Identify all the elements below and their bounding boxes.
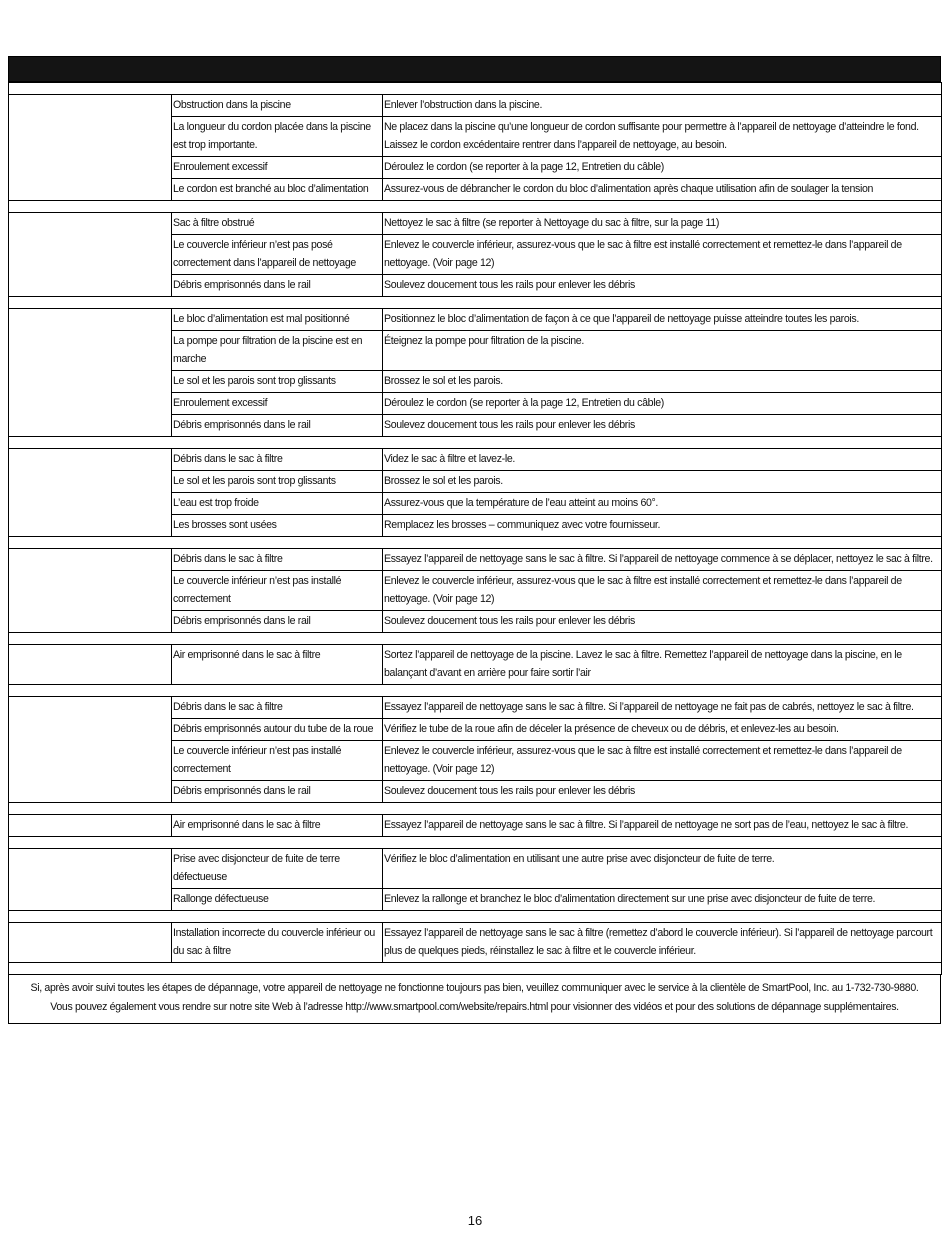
cause-cell: Le bloc d’alimentation est mal positionné xyxy=(172,309,383,331)
problem-cell xyxy=(9,697,172,803)
solution-cell: Essayez l’appareil de nettoyage sans le sac à filtre. Si l’appareil de nettoyage commence à se déplacer, nettoyez le sac à filtre. xyxy=(383,549,942,571)
table-header-bar xyxy=(8,56,941,82)
table-row xyxy=(9,849,942,889)
cause-cell: Sac à filtre obstrué xyxy=(172,213,383,235)
group-separator-cell xyxy=(9,633,942,645)
solution-cell: Videz le sac à filtre et lavez-le. xyxy=(383,449,942,471)
solution-cell: Vérifiez le tube de la roue afin de déceler la présence de cheveux ou de débris, et enlevez-les au besoin. xyxy=(383,719,942,741)
solution-cell: Déroulez le cordon (se reporter à la page 12, Entretien du câble) xyxy=(383,393,942,415)
support-note-line-2: Vous pouvez également vous rendre sur notre site Web à l’adresse http://www.smartpool.com/website/repairs.html pour visionner des vidéos et pour des solutions de dépannage supplémentaires. xyxy=(50,1001,899,1013)
cause-cell: Obstruction dans la piscine xyxy=(172,95,383,117)
group-separator-cell xyxy=(9,83,942,95)
problem-cell xyxy=(9,95,172,201)
group-separator-row xyxy=(9,963,942,975)
group-separator-cell xyxy=(9,201,942,213)
troubleshooting-table xyxy=(8,82,942,975)
group-separator-row xyxy=(9,537,942,549)
cause-cell: Débris emprisonnés dans le rail xyxy=(172,415,383,437)
problem-cell xyxy=(9,213,172,297)
group-separator-row xyxy=(9,837,942,849)
cause-cell: Air emprisonné dans le sac à filtre xyxy=(172,645,383,685)
cause-cell: Le cordon est branché au bloc d’alimentation xyxy=(172,179,383,201)
table-row xyxy=(9,309,942,331)
solution-cell: Essayez l’appareil de nettoyage sans le sac à filtre (remettez d’abord le couvercle inférieur). Si l’appareil de nettoyage parcourt plus de quelques pieds, réinstallez le sac à filtre et le couvercle inférieur. xyxy=(383,923,942,963)
table-row xyxy=(9,923,942,963)
support-note xyxy=(8,975,941,1024)
cause-cell: Le couvercle inférieur n’est pas installé correctement xyxy=(172,571,383,611)
group-separator-cell xyxy=(9,297,942,309)
table-row xyxy=(9,213,942,235)
cause-cell: Prise avec disjoncteur de fuite de terre défectueuse xyxy=(172,849,383,889)
group-separator-row xyxy=(9,437,942,449)
problem-cell xyxy=(9,815,172,837)
group-separator-cell xyxy=(9,437,942,449)
solution-cell: Brossez le sol et les parois. xyxy=(383,371,942,393)
problem-cell xyxy=(9,309,172,437)
table-row xyxy=(9,449,942,471)
cause-cell: Débris dans le sac à filtre xyxy=(172,697,383,719)
group-separator-row xyxy=(9,685,942,697)
group-separator-cell xyxy=(9,911,942,923)
cause-cell: Rallonge défectueuse xyxy=(172,889,383,911)
solution-cell: Enlevez le couvercle inférieur, assurez-vous que le sac à filtre est installé correctement et remettez-le dans l’appareil de nettoyage. (Voir page 12) xyxy=(383,741,942,781)
cause-cell: Enroulement excessif xyxy=(172,393,383,415)
table-row xyxy=(9,697,942,719)
cause-cell: Les brosses sont usées xyxy=(172,515,383,537)
cause-cell: Débris emprisonnés dans le rail xyxy=(172,275,383,297)
problem-cell xyxy=(9,923,172,963)
problem-cell xyxy=(9,549,172,633)
cause-cell: Débris dans le sac à filtre xyxy=(172,549,383,571)
troubleshooting-table-body xyxy=(9,83,942,975)
solution-cell: Positionnez le bloc d’alimentation de façon à ce que l’appareil de nettoyage puisse atteindre toutes les parois. xyxy=(383,309,942,331)
group-separator-row xyxy=(9,83,942,95)
cause-cell: L’eau est trop froide xyxy=(172,493,383,515)
table-row xyxy=(9,815,942,837)
troubleshooting-sheet xyxy=(8,56,941,1024)
group-separator-row xyxy=(9,911,942,923)
group-separator-cell xyxy=(9,685,942,697)
table-row xyxy=(9,645,942,685)
solution-cell: Soulevez doucement tous les rails pour enlever les débris xyxy=(383,781,942,803)
solution-cell: Enlevez le couvercle inférieur, assurez-vous que le sac à filtre est installé correctement et remettez-le dans l’appareil de nettoyage. (Voir page 12) xyxy=(383,235,942,275)
cause-cell: Débris emprisonnés autour du tube de la roue xyxy=(172,719,383,741)
solution-cell: Essayez l’appareil de nettoyage sans le sac à filtre. Si l’appareil de nettoyage ne fait pas de cabrés, nettoyez le sac à filtre. xyxy=(383,697,942,719)
solution-cell: Enlever l’obstruction dans la piscine. xyxy=(383,95,942,117)
group-separator-cell xyxy=(9,963,942,975)
cause-cell: Le couvercle inférieur n’est pas posé correctement dans l’appareil de nettoyage xyxy=(172,235,383,275)
group-separator-row xyxy=(9,201,942,213)
group-separator-row xyxy=(9,803,942,815)
solution-cell: Enlevez le couvercle inférieur, assurez-vous que le sac à filtre est installé correctement et remettez-le dans l’appareil de nettoyage. (Voir page 12) xyxy=(383,571,942,611)
solution-cell: Brossez le sol et les parois. xyxy=(383,471,942,493)
table-row xyxy=(9,549,942,571)
solution-cell: Remplacez les brosses – communiquez avec votre fournisseur. xyxy=(383,515,942,537)
solution-cell: Enlevez la rallonge et branchez le bloc d’alimentation directement sur une prise avec disjoncteur de fuite de terre. xyxy=(383,889,942,911)
solution-cell: Soulevez doucement tous les rails pour enlever les débris xyxy=(383,275,942,297)
cause-cell: Enroulement excessif xyxy=(172,157,383,179)
solution-cell: Essayez l’appareil de nettoyage sans le sac à filtre. Si l’appareil de nettoyage ne sort pas de l’eau, nettoyez le sac à filtre. xyxy=(383,815,942,837)
problem-cell xyxy=(9,449,172,537)
cause-cell: La longueur du cordon placée dans la piscine est trop importante. xyxy=(172,117,383,157)
solution-cell: Soulevez doucement tous les rails pour enlever les débris xyxy=(383,611,942,633)
solution-cell: Ne placez dans la piscine qu’une longueur de cordon suffisante pour permettre à l’appareil de nettoyage d’atteindre le fond. Laissez le cordon excédentaire rentrer dans l’appareil de nettoyage, au besoin. xyxy=(383,117,942,157)
cause-cell: Le couvercle inférieur n’est pas installé correctement xyxy=(172,741,383,781)
table-row xyxy=(9,95,942,117)
solution-cell: Nettoyez le sac à filtre (se reporter à Nettoyage du sac à filtre, sur la page 11) xyxy=(383,213,942,235)
cause-cell: Installation incorrecte du couvercle inférieur ou du sac à filtre xyxy=(172,923,383,963)
solution-cell: Assurez-vous que la température de l’eau atteint au moins 60°. xyxy=(383,493,942,515)
group-separator-row xyxy=(9,633,942,645)
cause-cell: Le sol et les parois sont trop glissants xyxy=(172,471,383,493)
problem-cell xyxy=(9,849,172,911)
cause-cell: Débris dans le sac à filtre xyxy=(172,449,383,471)
cause-cell: Débris emprisonnés dans le rail xyxy=(172,611,383,633)
cause-cell: Air emprisonné dans le sac à filtre xyxy=(172,815,383,837)
solution-cell: Éteignez la pompe pour filtration de la piscine. xyxy=(383,331,942,371)
group-separator-cell xyxy=(9,803,942,815)
problem-cell xyxy=(9,645,172,685)
page-number: 16 xyxy=(467,1213,483,1228)
solution-cell: Sortez l’appareil de nettoyage de la piscine. Lavez le sac à filtre. Remettez l’appareil de nettoyage dans la piscine, en le balançant d’avant en arrière pour faire sortir l’air xyxy=(383,645,942,685)
solution-cell: Vérifiez le bloc d’alimentation en utilisant une autre prise avec disjoncteur de fuite de terre. xyxy=(383,849,942,889)
cause-cell: La pompe pour filtration de la piscine est en marche xyxy=(172,331,383,371)
solution-cell: Assurez-vous de débrancher le cordon du bloc d’alimentation après chaque utilisation afin de soulager la tension xyxy=(383,179,942,201)
solution-cell: Déroulez le cordon (se reporter à la page 12, Entretien du câble) xyxy=(383,157,942,179)
cause-cell: Débris emprisonnés dans le rail xyxy=(172,781,383,803)
group-separator-row xyxy=(9,297,942,309)
support-note-line-1: Si, après avoir suivi toutes les étapes de dépannage, votre appareil de nettoyage ne fonctionne toujours pas bien, veuillez communiquer avec le service à la clientèle de SmartPool, Inc. au 1-732-730-9880. xyxy=(30,982,919,994)
group-separator-cell xyxy=(9,537,942,549)
cause-cell: Le sol et les parois sont trop glissants xyxy=(172,371,383,393)
group-separator-cell xyxy=(9,837,942,849)
solution-cell: Soulevez doucement tous les rails pour enlever les débris xyxy=(383,415,942,437)
